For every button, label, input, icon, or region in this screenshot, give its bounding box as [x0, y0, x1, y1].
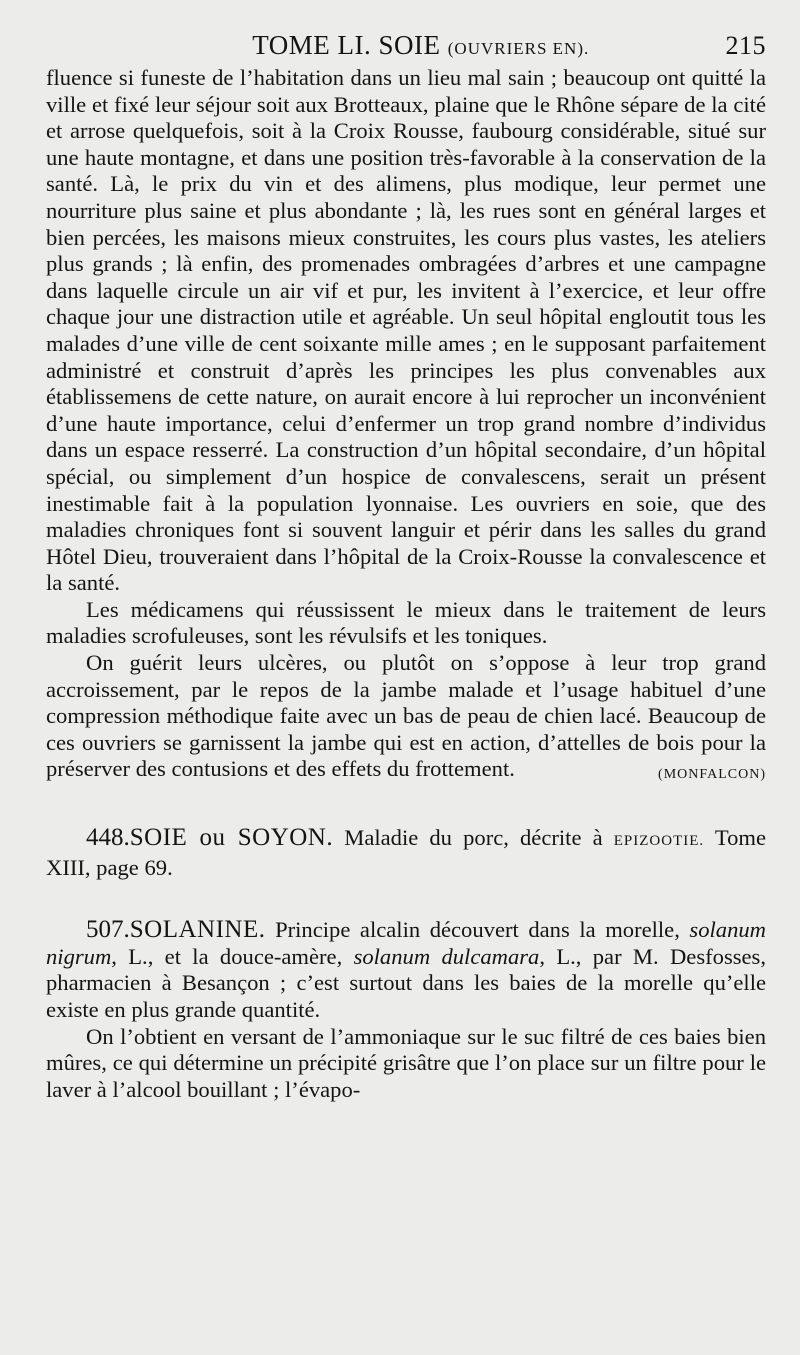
entry-507-number: 507.	[86, 916, 130, 944]
header-title: TOME LI. SOIE	[252, 30, 441, 60]
header-title-group	[46, 30, 726, 61]
page-number: 215	[725, 31, 766, 60]
author-signature: (MONFALCON)	[658, 767, 766, 783]
paragraph-ulceres	[46, 650, 766, 783]
entry-448-text: Maladie du porc, décrite à	[333, 825, 614, 851]
entry-507-text-c: , L., par M. Desfosses, pharmacien à Besançon ; c’est surtout dans les baies de la morelle qu’elle existe en plus grande quantité.	[46, 943, 766, 1022]
entry-448-number: 448.	[86, 824, 130, 852]
entry-507-headword: SOLANINE.	[129, 916, 266, 944]
paragraph-continuation: fluence si funeste de l’habitation dans un lieu mal sain ; beaucoup ont quitté la ville et fixé leur séjour soit aux Brotteaux, plaine que le Rhône sépare de la cité et arrose quelquefois, soit à la Croix Rousse, faubourg considérable, situé sur une haute montagne, et dans une position très-favorable à la conservation de la santé. Là, le prix du vin et des alimens, plus modique, leur permet une nourriture plus saine et plus abondante ; là, les rues sont en général larges et bien percées, les maisons mieux construites, les cours plus vastes, les ateliers plus grands ; là enfin, des promenades ombragées d’arbres et une campagne dans laquelle circule un air vif et pur, les invitent à l’exercice, et leur offre chaque jour une distraction utile et agréable. Un seul hôpital engloutit tous les malades d’une ville de cent soixante mille ames ; en le supposant parfaitement administré et construit d’après les principes les plus convenables aux établissemens de cette nature, on aurait encore à lui reprocher un inconvénient d’une haute importance, celui d’enfermer un trop grand nombre d’individus dans un espace resserré. La construction d’un hôpital secondaire, d’un hôpital spécial, ou simplement d’un hospice de convalescens, serait un présent inestimable fait à la population lyonnaise. Les ouvriers en soie, que des maladies chroniques font si souvent languir et périr dans les salles du grand Hôtel Dieu, trouveraient dans l’hôpital de la Croix-Rousse la convalescence et la santé.	[46, 65, 766, 596]
paragraph-ulceres-text: On guérit leurs ulcères, ou plutôt on s’oppose à leur trop grand accroissement, par le repos de la jambe malade et l’usage habituel d’une compression méthodique faite avec un bas de peau de chien lacé. Beaucoup de ces ouvriers se garnissent la jambe qui est en action, d’attelles de bois pour la préserver des contusions et des effets du frottement.	[46, 650, 766, 782]
entry-507-italic-b: solanum dulcamara	[353, 943, 540, 969]
running-header	[46, 30, 766, 61]
entry-507	[46, 917, 766, 1023]
entry-507-italic-a: solanum nigrum	[46, 917, 766, 969]
entry-448-reference: EPIZOOTIE.	[613, 833, 705, 850]
entry-448-headword: SOIE ou SOYON.	[129, 824, 334, 852]
entry-448	[46, 825, 766, 881]
paragraph-medicaments: Les médicamens qui réussissent le mieux dans le traitement de leurs maladies scrofuleuses, sont les révulsifs et les toniques.	[46, 596, 766, 649]
entry-507-text-a: Principe alcalin découvert dans la morelle,	[265, 917, 690, 943]
entry-507-text-b: , L., et la douce-amère,	[111, 943, 354, 969]
entry-448-text2: Tome XIII, page 69.	[46, 825, 766, 880]
paragraph-obtention: On l’obtient en versant de l’ammoniaque sur le suc filtré de ces baies bien mûres, ce qui détermine un précipité grisâtre que l’on place sur un filtre pour le laver à l’alcool bouillant ; l’évapo-	[46, 1023, 766, 1102]
header-subtitle: (OUVRIERS EN).	[447, 39, 590, 58]
